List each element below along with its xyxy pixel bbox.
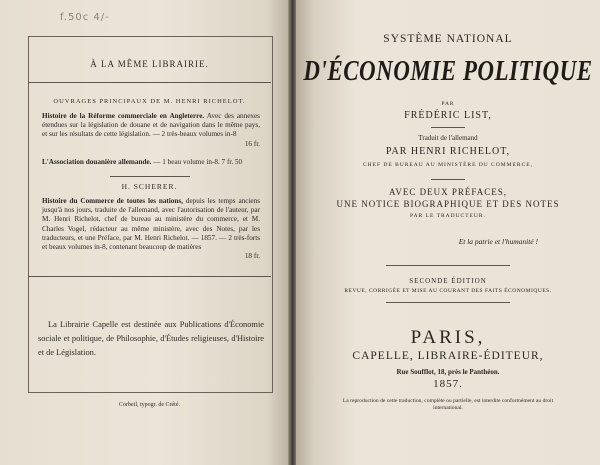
publisher-address: Rue Soufflot, 18, près le Panthéon. bbox=[396, 368, 500, 376]
translator-role: CHEF DE BUREAU AU MINISTÈRE DU COMMERCE, bbox=[362, 162, 534, 168]
by-line: PAR bbox=[441, 101, 455, 107]
book-description: — 1 beau volume in-8. 7 fr. 50 bbox=[153, 158, 243, 166]
publication-city: PARIS, bbox=[410, 327, 486, 348]
divider bbox=[28, 82, 271, 83]
by-translator-line: PAR LE TRADUCTEUR. bbox=[410, 213, 486, 219]
prefaces-line: AVEC DEUX PRÉFACES, bbox=[389, 187, 507, 197]
divider bbox=[386, 302, 510, 303]
book-description: depuis les temps anciens jusqu'à nos jours, traduite de l'allemand, avec l'autorisation de l'auteur, par M. Henri Richelot, chef de bureau au ministère du commerce, et M. Charles Vogel, rédacteur au même ministère, avec des Notes, par les traducteurs, et une Préface, par M. Henri Richelot. — 1857. — 2 très-forts et beaux volumes in-8, contenant beaucoup de matières bbox=[42, 197, 260, 252]
legal-notice: La reproduction de cette traduction, complète ou partielle, est interdite conformément au droit international. bbox=[342, 398, 554, 411]
translation-note: Traduit de l'allemand bbox=[418, 134, 478, 142]
printer-credit: Corbeil, typogr. de Crété. bbox=[119, 402, 180, 408]
main-title: D'ÉCONOMIE POLITIQUE bbox=[303, 54, 593, 86]
publisher-header: À LA MÊME LIBRAIRIE. bbox=[90, 59, 209, 69]
divider bbox=[386, 265, 510, 266]
divider bbox=[431, 179, 465, 180]
book-title: Histoire du Commerce de toutes les nations, bbox=[42, 197, 183, 205]
epigraph: Et la patrie et l'humanité ! bbox=[458, 237, 538, 246]
translator-name: PAR HENRI RICHELOT, bbox=[385, 146, 511, 157]
book-price: 16 fr. bbox=[244, 139, 260, 148]
divider bbox=[28, 276, 271, 277]
book-title: Histoire de la Réforme commerciale en Angleterre. bbox=[42, 112, 205, 120]
book-item-association bbox=[42, 158, 260, 167]
notice-line: UNE NOTICE BIOGRAPHIQUE ET DES NOTES bbox=[336, 199, 560, 209]
book-price: 18 fr. bbox=[244, 252, 260, 261]
section-title-scherer: H. SCHERER. bbox=[121, 182, 178, 191]
edition-subtitle: REVUE, CORRIGÉE ET MISE AU COURANT DES FAITS ÉCONOMIQUES. bbox=[344, 288, 552, 294]
series-title: SYSTÈME NATIONAL bbox=[383, 33, 513, 45]
left-page bbox=[0, 0, 290, 465]
edition-label: SECONDE ÉDITION bbox=[409, 277, 487, 285]
divider bbox=[110, 176, 190, 177]
author-name: FRÉDÉRIC LIST, bbox=[404, 110, 492, 121]
publication-year: 1857. bbox=[433, 378, 463, 390]
title-page bbox=[296, 0, 600, 465]
book-description: Avec des annexes étendues sur la législation de douane et de navigation dans le même pays, et sur les résultats de cette législation. — 2 très-beaux volumes in-8 bbox=[42, 112, 260, 139]
book-item-commerce bbox=[42, 197, 260, 261]
book-item-reforme bbox=[42, 112, 260, 149]
book-title: L'Association douanière allemande. bbox=[42, 158, 152, 166]
divider bbox=[431, 127, 465, 128]
catalog-note: La Librairie Capelle est destinée aux Publications d'Économie sociale et politique, de Philosophie, d'Études religieuses, d'Histoire et de Législation. bbox=[38, 320, 264, 357]
section-title-richelot: OUVRAGES PRINCIPAUX DE M. HENRI RICHELOT. bbox=[53, 98, 246, 105]
pencil-annotation: f.50c 4/- bbox=[60, 12, 110, 23]
publisher-name: CAPELLE, LIBRAIRE-ÉDITEUR, bbox=[352, 350, 544, 362]
